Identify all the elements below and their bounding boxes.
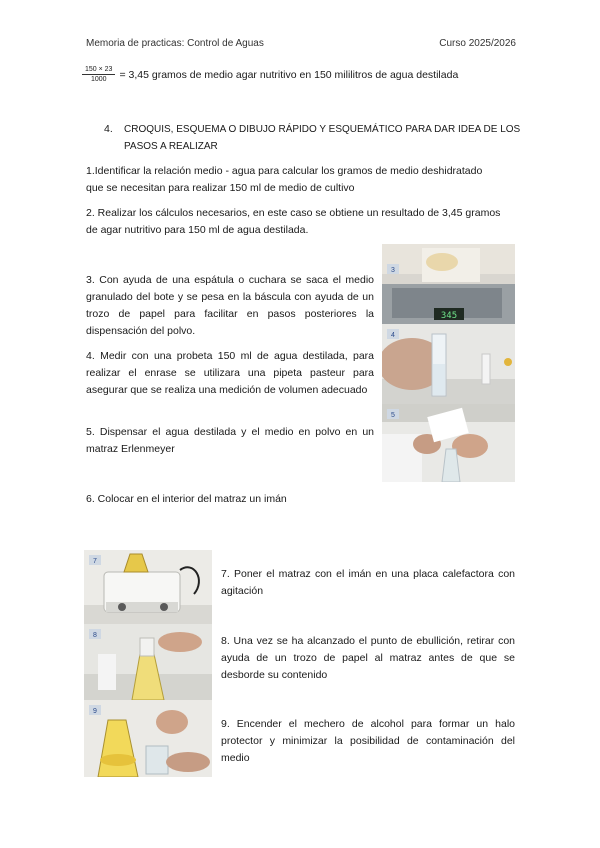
photo-7-label: 7 <box>93 558 97 565</box>
photo-hot-plate <box>84 550 212 624</box>
step-6: 6. Colocar en el interior del matraz un imán <box>86 493 287 505</box>
formula-result: = 3,45 gramos de medio agar nutritivo en 150 mililitros de agua destilada <box>119 68 459 81</box>
step-8: 8. Una vez se ha alcanzado el punto de ebullición, retirar con ayuda de un trozo de papel al matraz antes de que se desborde su contenido <box>221 635 515 681</box>
section-title <box>124 121 524 155</box>
step-3: 3. Con ayuda de una espátula o cuchara se saca el medio granulado del bote y se pesa en la báscula con ayuda de un trozo de papel para facilitar en pasos posteriores la dispensación del polvo. <box>86 274 374 337</box>
photo-alcohol-burner <box>84 700 212 777</box>
fraction <box>82 66 115 83</box>
fraction-denominator: 1000 <box>90 76 107 83</box>
step-2-line2: de agar nutritivo para 150 ml de agua destilada. <box>86 224 309 236</box>
header-title: Memoria de practicas: Control de Aguas <box>86 38 264 49</box>
photo-5-label: 5 <box>391 412 395 419</box>
scale-display: 345 <box>440 311 458 321</box>
step-5: 5. Dispensar el agua destilada y el medio en polvo en un matraz Erlenmeyer <box>86 426 374 455</box>
photo-3-label: 3 <box>391 267 395 274</box>
step-1-line2: que se necesitan para realizar 150 ml de medio de cultivo <box>86 182 355 194</box>
photo-8-label: 8 <box>93 632 97 639</box>
photo-dispensing <box>382 404 515 482</box>
section-title-line1: CROQUIS, ESQUEMA O DIBUJO RÁPIDO Y ESQUEMÁTICO PARA DAR IDEA DE LOS <box>124 124 521 135</box>
step-1 <box>86 163 526 197</box>
step-2-line1: 2. Realizar los cálculos necesarios, en este caso se obtiene un resultado de 3,45 gramos <box>86 207 501 219</box>
step-9: 9. Encender el mechero de alcohol para formar un halo protector y minimizar la posibilidad de contaminación del medio <box>221 718 515 764</box>
step-1-line1: 1.Identificar la relación medio - agua para calcular los gramos de medio deshidratado <box>86 165 483 177</box>
photo-weighing-scale <box>382 244 515 324</box>
photo-remove-flask <box>84 624 212 700</box>
section-number: 4. <box>104 123 113 135</box>
step-2 <box>86 205 526 239</box>
header-course: Curso 2025/2026 <box>439 38 516 49</box>
fraction-numerator: 150 × 23 <box>82 66 115 75</box>
step-4: 4. Medir con una probeta 150 ml de agua destilada, para realizar el enrase se utilizara una pipeta pasteur para asegurar que se realiza una medición de volumen adecuado <box>86 350 374 396</box>
photo-9-label: 9 <box>93 708 97 715</box>
section-title-line2: PASOS A REALIZAR <box>124 141 218 152</box>
step-7: 7. Poner el matraz con el imán en una placa calefactora con agitación <box>221 568 515 597</box>
photo-4-label: 4 <box>391 332 395 339</box>
formula <box>82 66 458 83</box>
photo-graduated-cylinder <box>382 324 515 404</box>
